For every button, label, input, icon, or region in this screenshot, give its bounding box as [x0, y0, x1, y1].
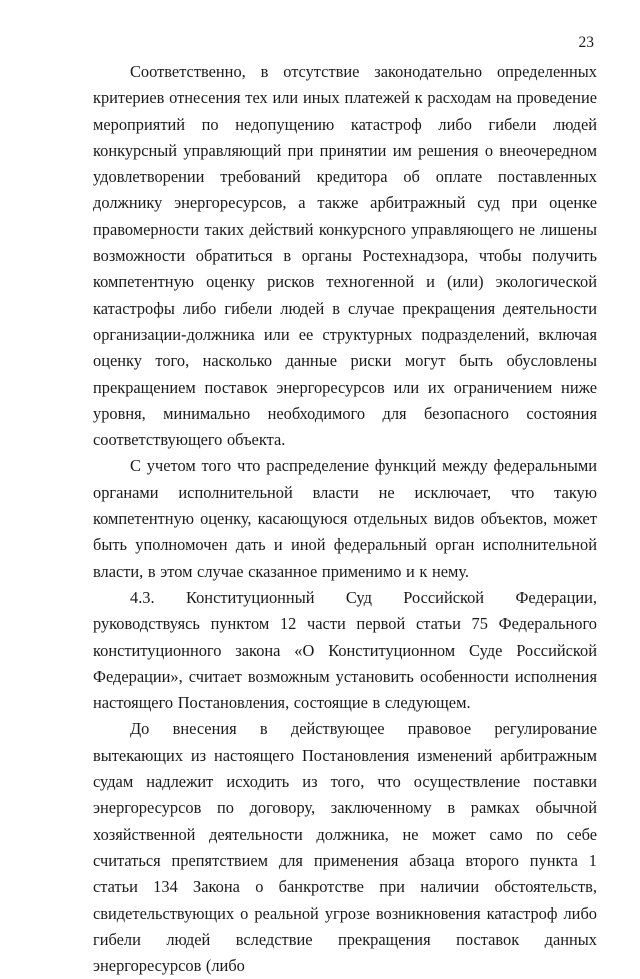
paragraph-3: 4.3. Конституционный Суд Российской Федерации, руководствуясь пунктом 12 части первой статьи 75 Федерального конституционного закона «О Конституционном Суде Российской Федерации», считает возможным установить особенности исполнения настоящего Постановления, состоящие в следующем. — [93, 587, 597, 713]
paragraph-2: С учетом того что распределение функций между федеральными органами исполнительной власти не исключает, что такую компетентную оценку, касающуюся отдельных видов объектов, может быть уполномочен дать и иной федеральный орган исполнительной власти, в этом случае сказанное применимо и к нему. — [93, 456, 597, 581]
paragraph-1: Соответственно, в отсутствие законодательно определенных критериев отнесения тех или иных платежей к расходам на проведение мероприятий по недопущению катастроф либо гибели людей конкурсный управляющий при принятии им решения о внеочередном удовлетворении требований кредитора об оплате поставленных должнику энергоресурсов, а также арбитражный суд при оценке правомерности таких действий конкурсного управляющего не лишены возможности обратиться в органы Ростехнадзора, чтобы получить компетентную оценку рисков техногенной и (или) экологической катастрофы либо гибели людей в случае прекращения деятельности организации-должника или ее структурных подразделений, включая оценку того, насколько данные риски могут быть обусловлены прекращением поставок энергоресурсов или их ограничением ниже уровня, минимально необходимого для безопасного состояния соответствующего объекта. — [93, 62, 597, 450]
document-body — [93, 59, 597, 979]
page-number: 23 — [578, 34, 594, 51]
paragraph-4: До внесения в действующее правовое регулирование вытекающих из настоящего Постановления изменений арбитражным судам надлежит исходить из того, что осуществление поставки энергоресурсов по договору, заключенному в рамках обычной хозяйственной деятельности должника, не может само по себе считаться препятствием для применения абзаца второго пункта 1 статьи 134 Закона о банкротстве при наличии обстоятельств, свидетельствующих о реальной угрозе возникновения катастроф либо гибели людей вследствие прекращения поставок данных энергоресурсов (либо — [93, 719, 597, 976]
